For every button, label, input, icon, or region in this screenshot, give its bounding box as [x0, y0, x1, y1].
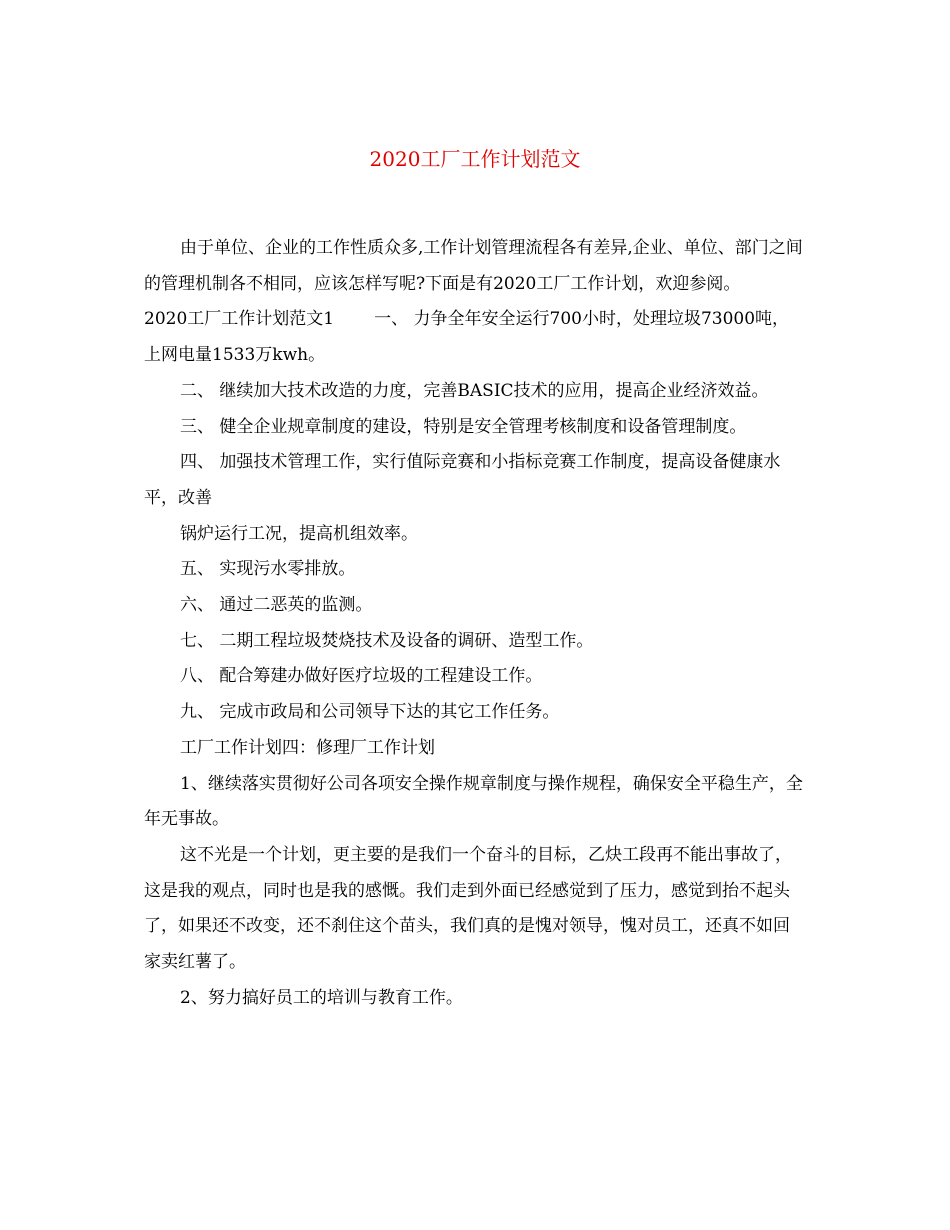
intro-paragraph: 由于单位、企业的工作性质众多,工作计划管理流程各有差异,企业、单位、部门之间的管理机制各不相同，应该怎样写呢?下面是有2020工厂工作计划，欢迎参阅。 — [144, 238, 803, 294]
item-6: 六、 通过二恶英的监测。 — [180, 595, 373, 616]
document-title: 2020工厂工作计划范文 — [369, 147, 581, 171]
document-body — [144, 231, 806, 1016]
point-2: 2、努力搞好员工的培训与教育工作。 — [180, 987, 463, 1008]
item-7: 七、 二期工程垃圾焚烧技术及设备的调研、造型工作。 — [180, 630, 594, 651]
section-1-paragraph — [144, 302, 806, 373]
item-4: 四、 加强技术管理工作，实行值际竞赛和小指标竞赛工作制度，提高设备健康水平，改善 — [144, 452, 781, 508]
item-4-continuation: 锅炉运行工况，提高机组效率。 — [180, 523, 418, 544]
item-8: 八、 配合筹建办做好医疗垃圾的工程建设工作。 — [180, 666, 543, 687]
item-5: 五、 实现污水零排放。 — [180, 559, 356, 580]
item-2: 二、 继续加大技术改造的力度，完善BASIC技术的应用，提高企业经济效益。 — [180, 380, 769, 401]
reflection-paragraph: 这不光是一个计划，更主要的是我们一个奋斗的目标，乙炔工段再不能出事故了，这是我的观点，同时也是我的感慨。我们走到外面已经感觉到了压力，感觉到抬不起头了，如果还不改变，还不刹住这个苗头，我们真的是愧对领导，愧对员工，还真不如回家卖红薯了。 — [144, 844, 792, 973]
item-1: 一、 力争全年安全运行700小时，处理垃圾73000吨，上网电量1533万kwh。 — [144, 309, 790, 366]
point-1: 1、继续落实贯彻好公司各项安全操作规章制度与操作规程，确保安全平稳生产，全年无事故。 — [144, 773, 803, 830]
section-1-heading: 2020工厂工作计划范文1 — [144, 309, 335, 330]
item-3: 三、 健全企业规章制度的建设，特别是安全管理考核制度和设备管理制度。 — [180, 416, 747, 437]
item-9: 九、 完成市政局和公司领导下达的其它工作任务。 — [180, 702, 560, 723]
plan-4-heading: 工厂工作计划四：修理厂工作计划 — [180, 737, 435, 758]
